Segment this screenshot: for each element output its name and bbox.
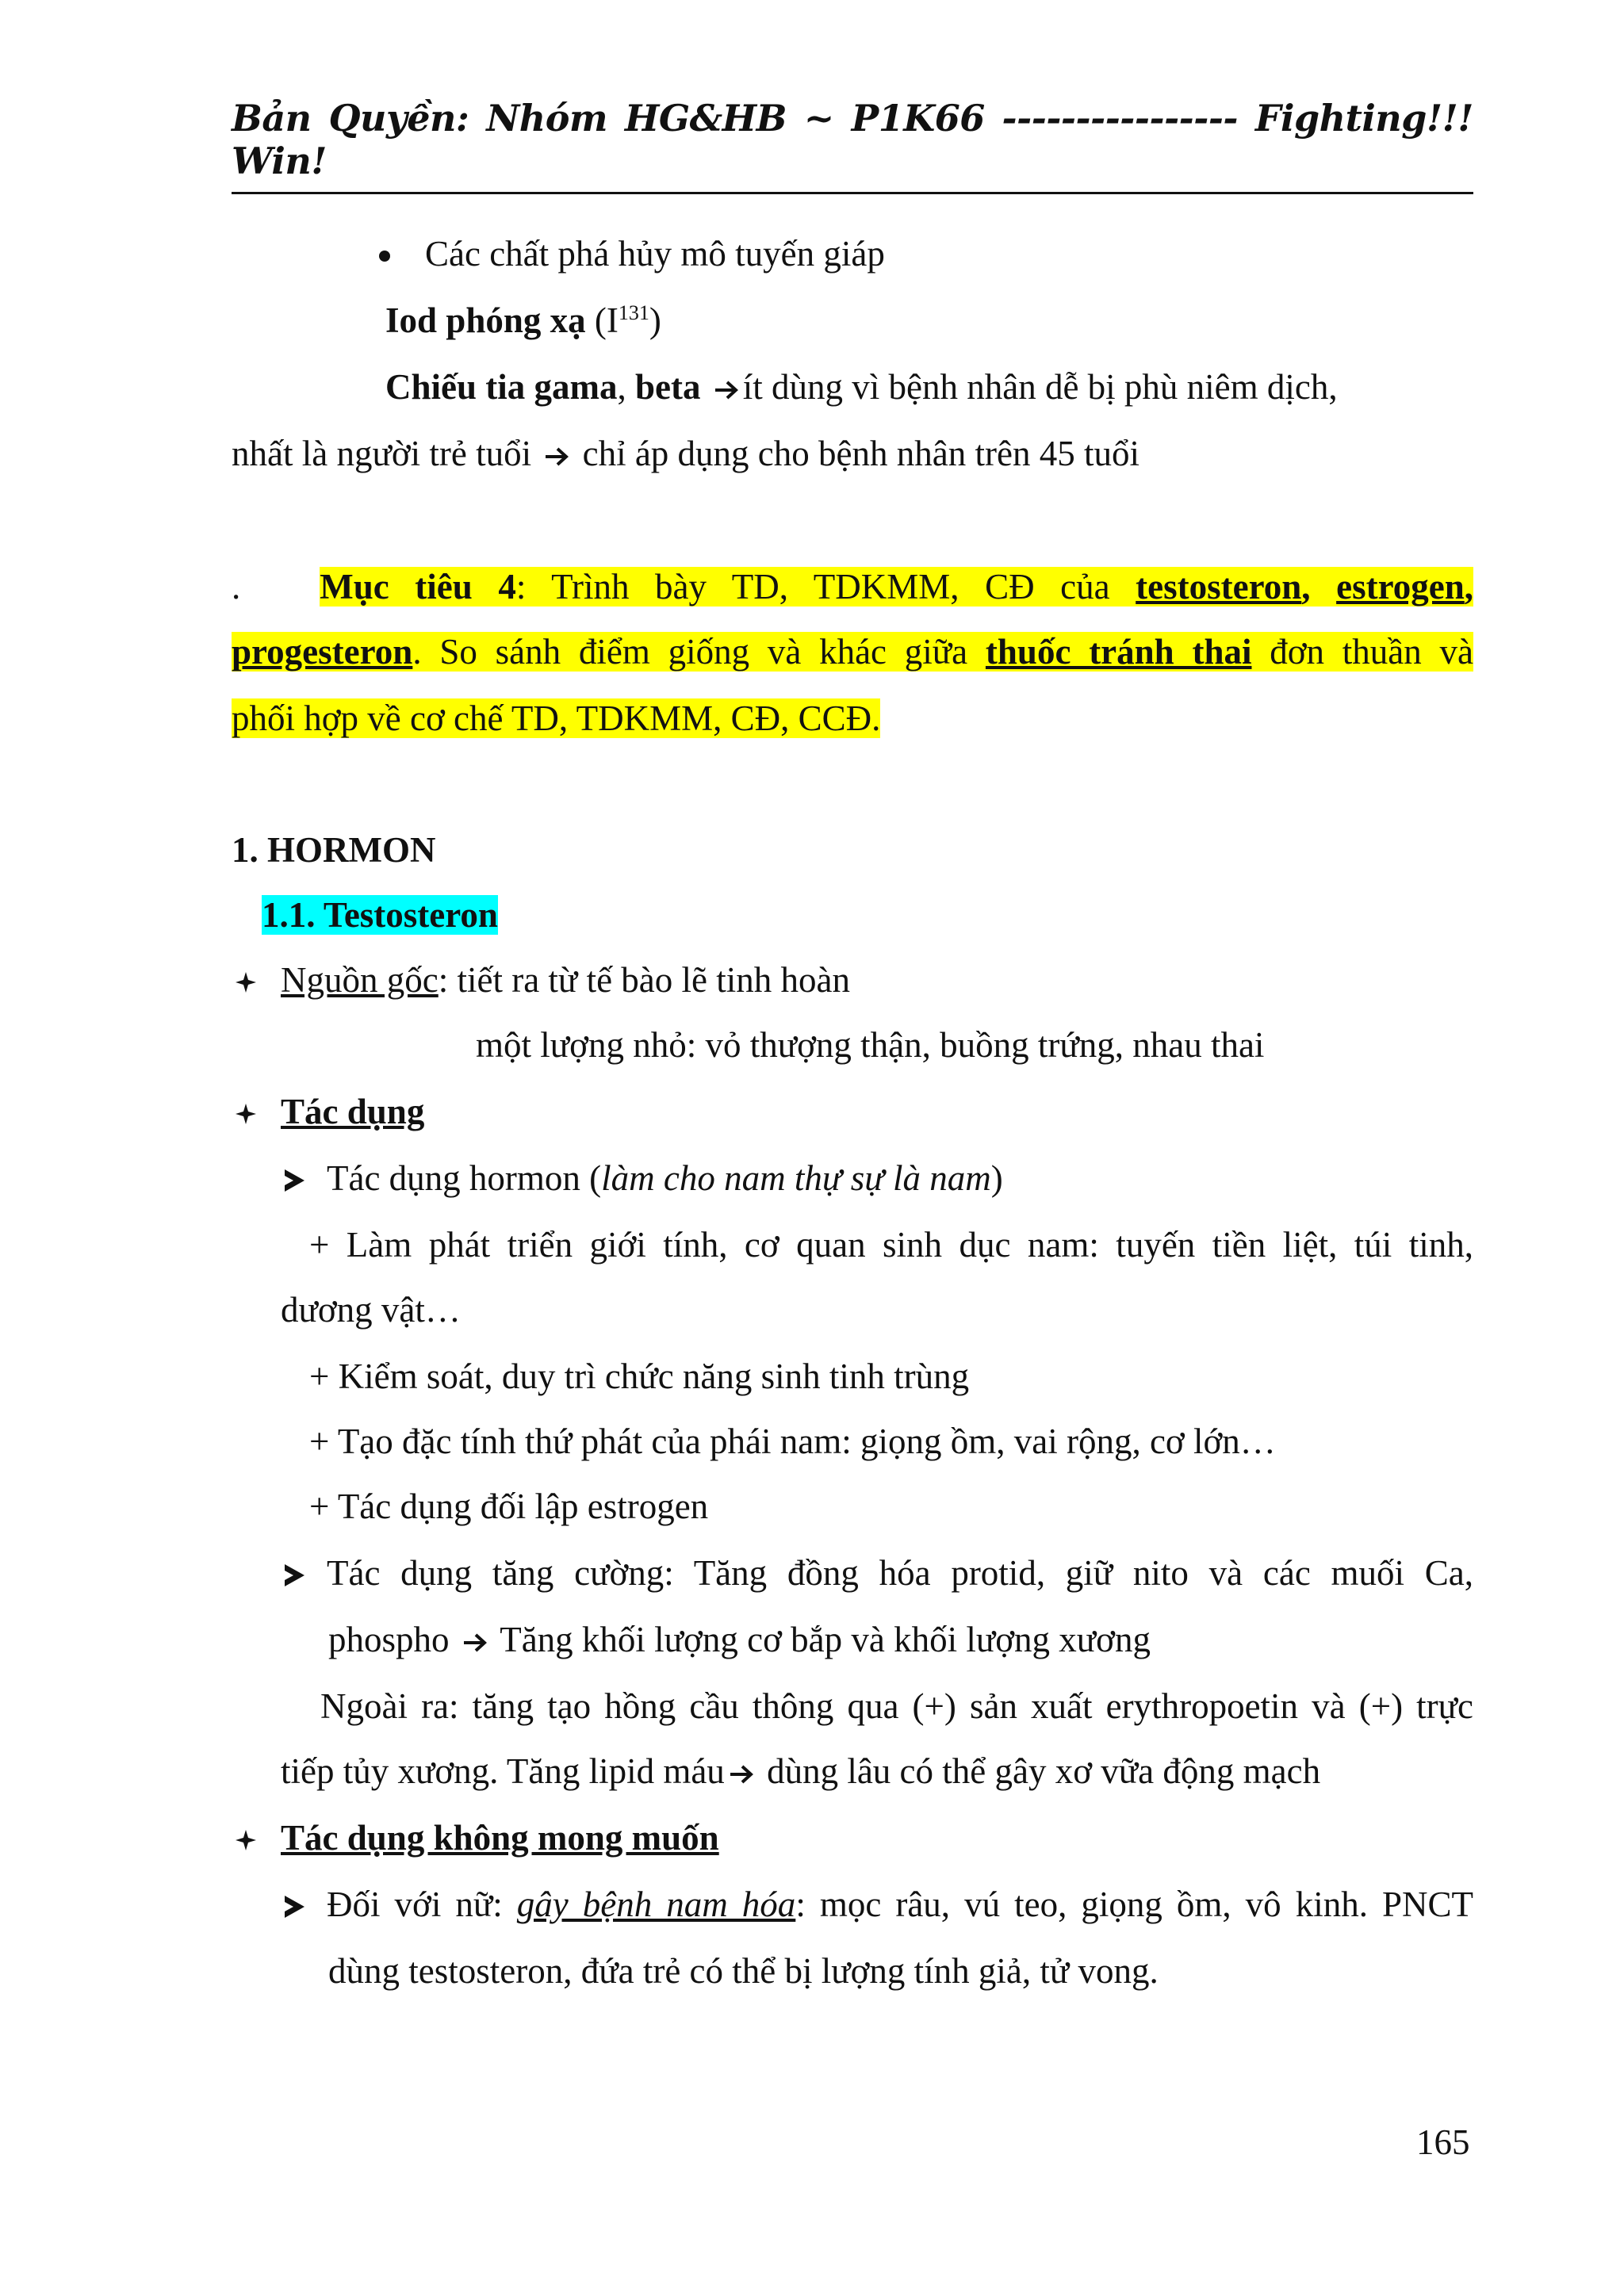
diamond-bullet-icon <box>235 1103 257 1125</box>
effects-hormone-label: Tác dụng hormon ( <box>327 1158 602 1198</box>
effects-item1-line1: + Làm phát triển giới tính, cơ quan sinh dục nam: tuyến tiền liệt, túi tinh, <box>309 1225 1473 1265</box>
ray-line2-b: chỉ áp dụng cho bệnh nhân trên 45 tuổi <box>582 434 1139 473</box>
objective-text-1: : Trình bày TD, TDKMM, CĐ của <box>515 567 1136 607</box>
origin-line-1 <box>235 958 850 1002</box>
objective-testosteron: testosteron <box>1136 567 1302 607</box>
adverse-heading <box>235 1816 719 1860</box>
effects-other-text-2a: tiếp tủy xương. Tăng lipid máu <box>281 1751 725 1791</box>
objective-dot: . <box>232 567 241 607</box>
objective-contraceptive: thuốc tránh thai <box>985 632 1252 672</box>
origin-text: : tiết ra từ tế bào lẽ tinh hoàn <box>438 960 850 1000</box>
effects-boost-line2 <box>328 1617 1151 1662</box>
effects-hormone-line <box>282 1156 1003 1200</box>
ray-line-1 <box>385 365 1338 409</box>
ray-rest-text: ít dùng vì bệnh nhân dễ bị phù niêm dịch, <box>742 367 1338 407</box>
effects-boost-line1 <box>282 1551 1473 1595</box>
adverse-female-line1 <box>282 1882 1473 1927</box>
effects-heading <box>235 1089 424 1134</box>
origin-label: Nguồn gốc <box>281 960 439 1000</box>
objective-estrogen: estrogen <box>1336 567 1465 607</box>
effects-hormone-close: ) <box>990 1158 1003 1198</box>
objective-text-2: . So sánh điểm giống và khác giữa <box>412 632 986 672</box>
origin-line-2: một lượng nhỏ: vỏ thượng thận, buồng trứng, nhau thai <box>476 1025 1265 1065</box>
arrow-right-icon <box>545 446 569 467</box>
effects-item4: + Tác dụng đối lập estrogen <box>309 1487 709 1526</box>
objective-text-2-end: đơn thuần và <box>1251 632 1474 672</box>
effects-other-line1: Ngoài ra: tăng tạo hồng cầu thông qua (+) sản xuất erythropoetin và (+) trực <box>320 1686 1473 1726</box>
objective-comma-1: , <box>1301 567 1311 607</box>
effects-item2: + Kiểm soát, duy trì chức năng sinh tinh trùng <box>309 1357 970 1396</box>
ray-gamma-label: Chiếu tia gama <box>385 367 618 407</box>
page-header: Bản Quyền: Nhóm HG&HB ~ P1K66 ---------------- Fighting!!! Win! <box>232 97 1473 194</box>
ray-comma: , <box>617 367 635 407</box>
adverse-heading-text: Tác dụng không mong muốn <box>281 1818 719 1858</box>
ray-beta-label: beta <box>635 367 701 407</box>
ray-line2-a: nhất là người trẻ tuổi <box>232 434 532 473</box>
diamond-bullet-icon <box>235 1829 257 1851</box>
effects-item3: + Tạo đặc tính thứ phát của phái nam: giọng ồm, vai rộng, cơ lớn… <box>309 1422 1276 1461</box>
iod-paren-open: (I <box>585 300 619 340</box>
adverse-female-line2: dùng testosteron, đứa trẻ có thể bị lượng tính giả, tử vong. <box>328 1951 1159 1991</box>
adverse-female-italic: gây bệnh nam hóa <box>516 1885 796 1924</box>
iod-line <box>385 298 661 342</box>
effects-other-line2 <box>281 1749 1320 1793</box>
iod-superscript: 131 <box>618 301 649 324</box>
effects-boost-text-1: Tác dụng tăng cường: Tăng đồng hóa protid, giữ nito và các muối Ca, <box>327 1553 1473 1593</box>
objective-progesteron: progesteron <box>232 632 413 672</box>
arrow-right-icon <box>730 1764 753 1785</box>
effects-hormone-italic: làm cho nam thự sự là nam <box>601 1158 991 1198</box>
objective-comma-2: , <box>1464 567 1473 607</box>
arrow-right-icon <box>714 380 738 400</box>
iod-label: Iod phóng xạ <box>385 300 586 340</box>
chevron-bullet-icon <box>282 1894 306 1919</box>
page-number: 165 <box>1416 2122 1470 2162</box>
effects-boost-text-2a: phospho <box>328 1620 450 1659</box>
chevron-bullet-icon <box>282 1563 306 1588</box>
subsection-title <box>262 893 498 937</box>
objective-line-2 <box>232 629 1473 674</box>
arrow-right-icon <box>463 1632 487 1653</box>
subsection-title-text: 1.1. Testosteron <box>262 895 498 935</box>
objective-highlight-3: phối hợp về cơ chế TD, TDKMM, CĐ, CCĐ. <box>232 698 881 738</box>
adverse-female-a: Đối với nữ: <box>327 1885 517 1924</box>
iod-paren-close: ) <box>649 300 661 340</box>
bullet-icon <box>379 251 390 262</box>
objective-highlight-2 <box>232 632 1473 672</box>
objective-label: Mục tiêu 4 <box>320 567 516 607</box>
adverse-female-b: : mọc râu, vú teo, giọng ồm, vô kinh. PNCT <box>795 1885 1473 1924</box>
thyroid-bullet-text: Các chất phá hủy mô tuyến giáp <box>425 234 885 274</box>
chevron-bullet-icon <box>282 1168 306 1193</box>
ray-line-2 <box>232 431 1139 476</box>
effects-boost-text-2b: Tăng khối lượng cơ bắp và khối lượng xương <box>500 1620 1151 1659</box>
thyroid-bullet-item <box>379 232 885 276</box>
effects-item1-line2: dương vật… <box>281 1290 461 1330</box>
effects-other-text-2b: dùng lâu có thể gây xơ vữa động mạch <box>767 1751 1321 1791</box>
diamond-bullet-icon <box>235 971 257 993</box>
objective-line-3 <box>232 696 880 740</box>
objective-highlight-1 <box>320 567 1473 607</box>
effects-heading-text: Tác dụng <box>281 1092 425 1131</box>
objective-line-1 <box>232 564 1473 609</box>
section-title: 1. HORMON <box>232 830 436 870</box>
